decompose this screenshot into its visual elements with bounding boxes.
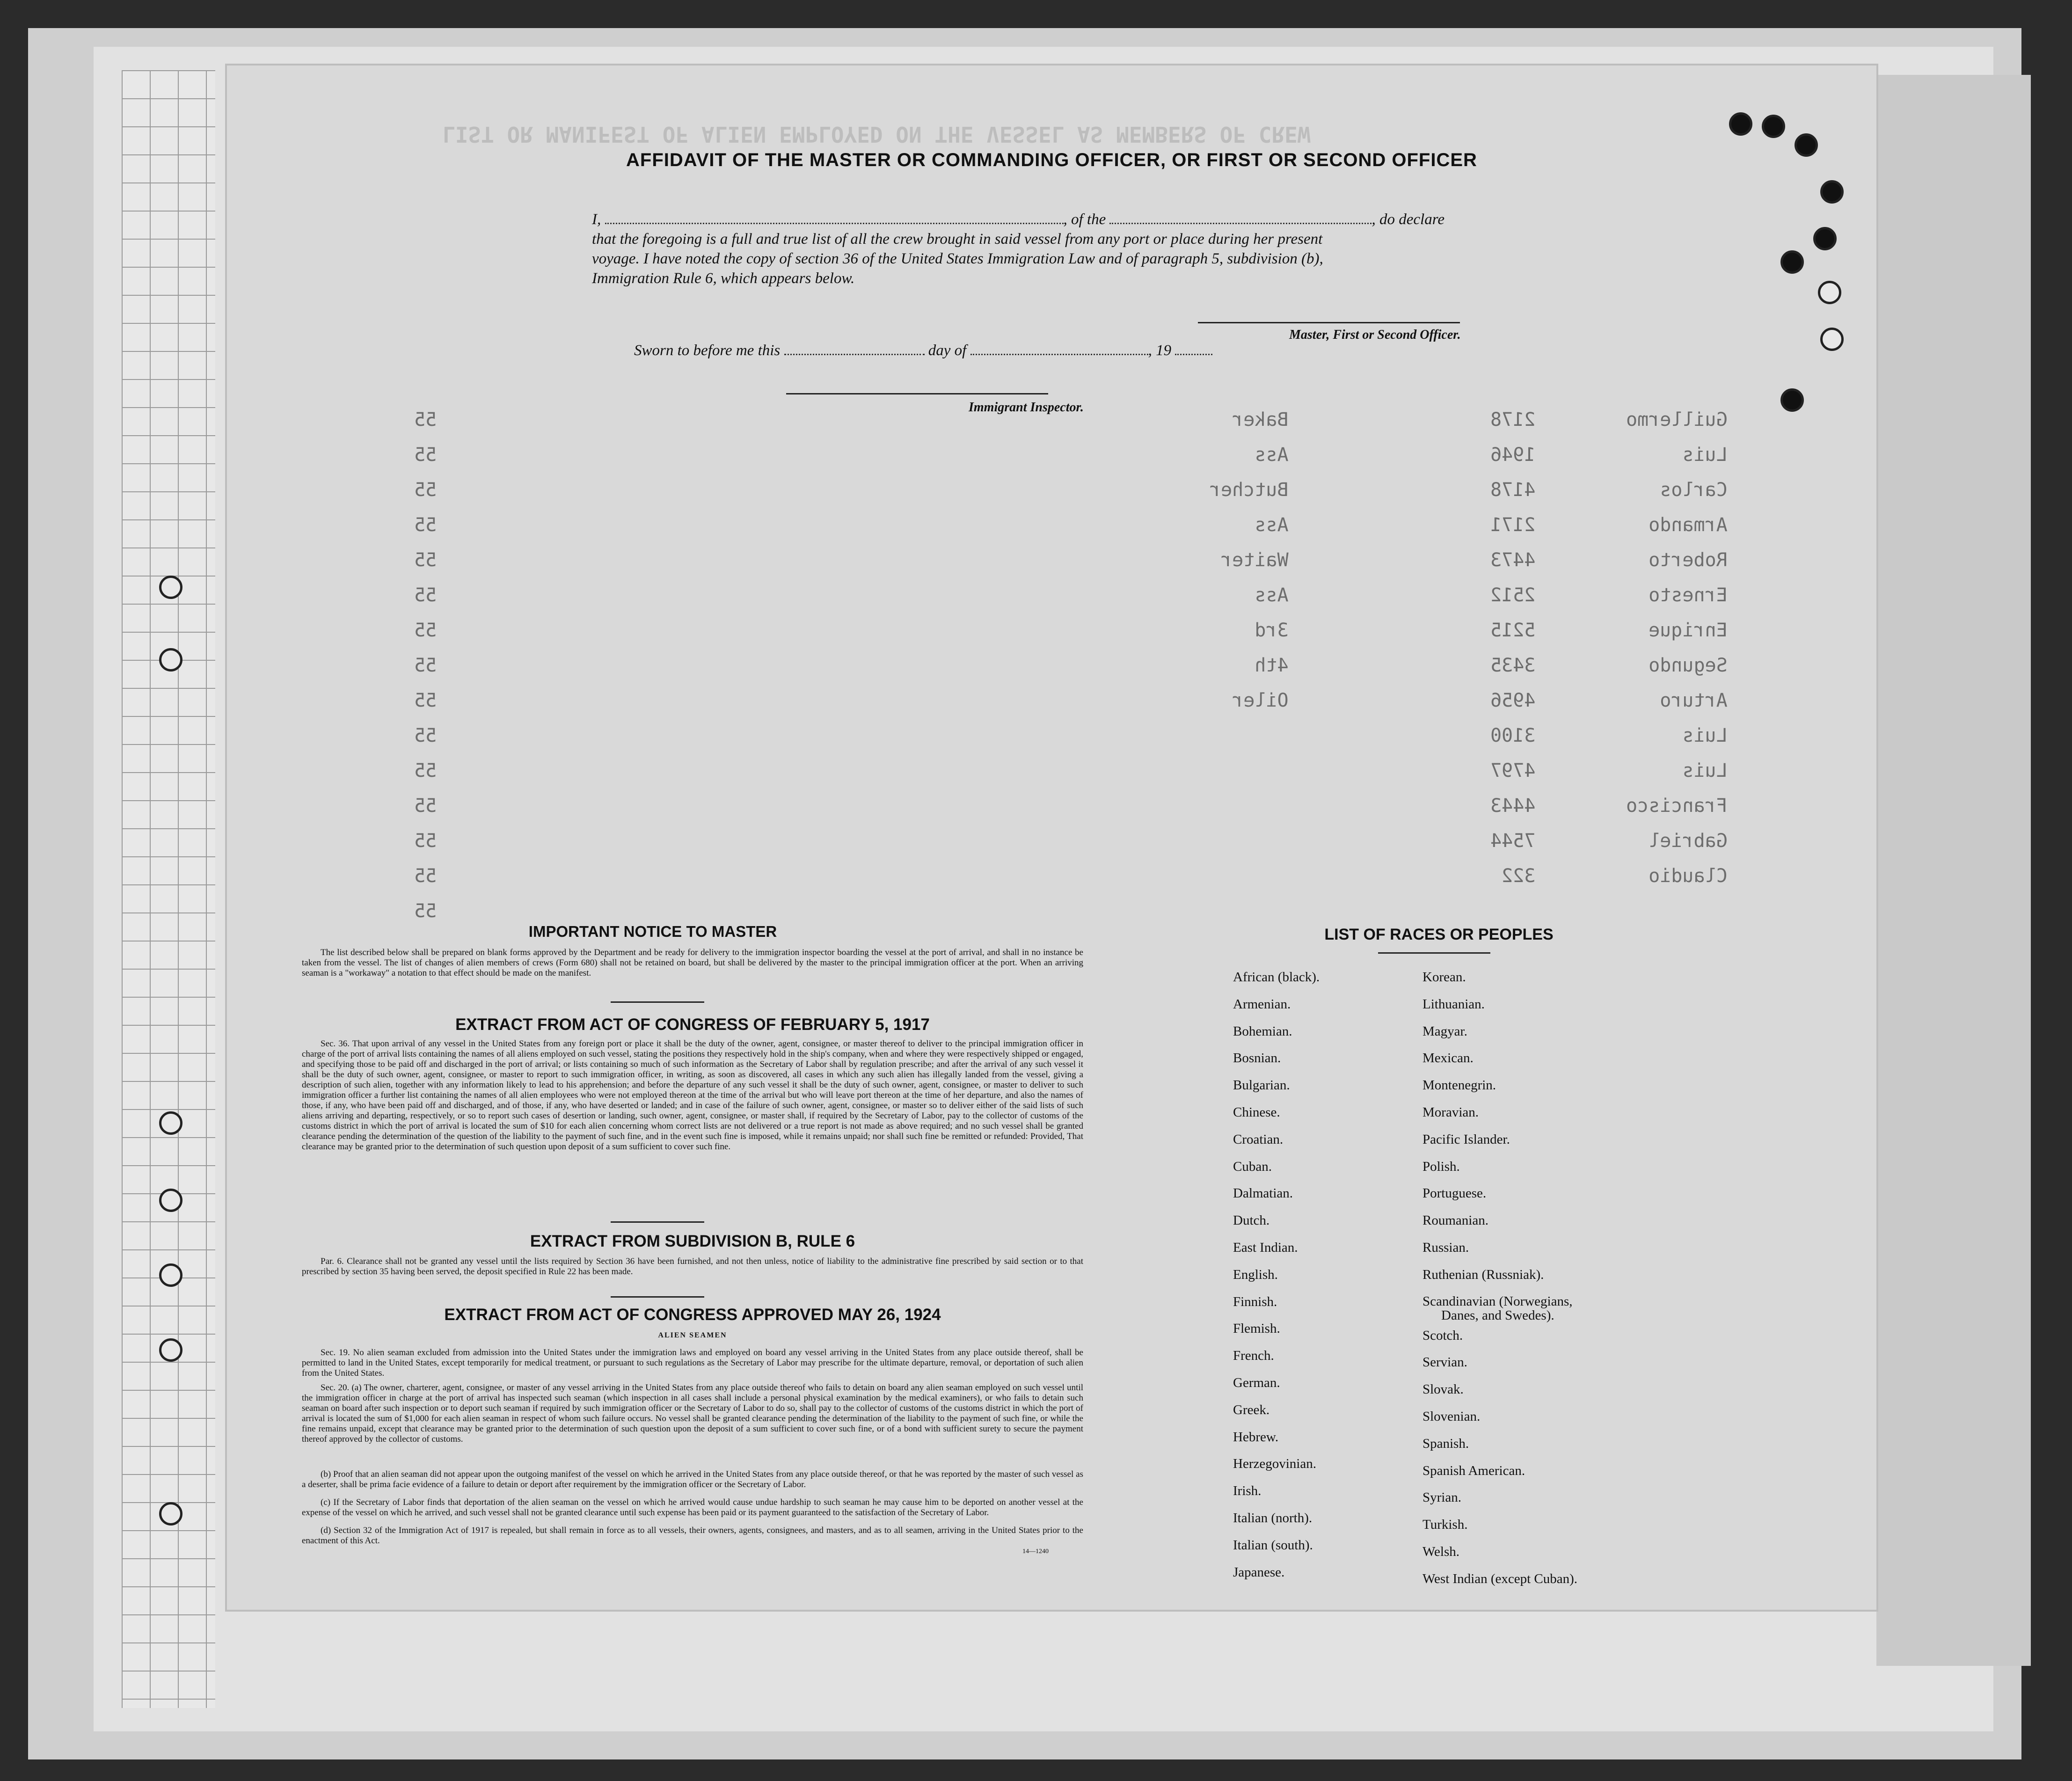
vessel-name-field[interactable] — [1109, 211, 1372, 224]
race-item: Italian (north). — [1233, 1510, 1313, 1526]
bleed-through-header: LIST OR MANIFEST OF ALIEN EMPLOYED ON THE VESSEL AS MEMBERS OF CREW — [442, 122, 1311, 147]
race-item: Welsh. — [1423, 1544, 1460, 1559]
manifest-page — [227, 66, 1876, 1610]
bleed-through-column: 2178 1946 4178 2171 4473 2512 5215 3435 4956 3100 4797 4443 7544 322 — [1490, 409, 1536, 887]
race-item: Bosnian. — [1233, 1051, 1281, 1066]
race-item: Danes, and Swedes). — [1441, 1307, 1554, 1323]
race-item: Syrian. — [1423, 1490, 1461, 1505]
race-item: Hebrew. — [1233, 1429, 1279, 1445]
sworn-year-field[interactable] — [1175, 342, 1212, 355]
race-item: Spanish American. — [1423, 1463, 1525, 1478]
affidavit-line-4: Immigration Rule 6, which appears below. — [592, 270, 855, 287]
race-item: Croatian. — [1233, 1131, 1284, 1147]
race-item: Spanish. — [1423, 1436, 1469, 1451]
bleed-through-column: 55 55 55 55 55 55 55 55 55 55 55 55 55 55 55 — [414, 409, 437, 922]
race-item: Polish. — [1423, 1159, 1460, 1174]
race-item: Slovenian. — [1423, 1409, 1481, 1424]
race-item: Bohemian. — [1233, 1023, 1292, 1039]
race-item: Lithuanian. — [1423, 996, 1485, 1012]
races-column-1 — [1233, 964, 1320, 1586]
race-item: Servian. — [1423, 1355, 1467, 1370]
race-item: Scotch. — [1423, 1328, 1463, 1343]
binding-hole-icon — [1780, 388, 1804, 412]
rule-6-title: EXTRACT FROM SUBDIVISION B, RULE 6 — [530, 1232, 855, 1250]
signature-line[interactable] — [1198, 322, 1460, 323]
binding-hole-icon — [1813, 227, 1837, 250]
act-1917-title: EXTRACT FROM ACT OF CONGRESS OF FEBRUARY 5, 1917 — [455, 1015, 930, 1034]
race-item: Dalmatian. — [1233, 1186, 1293, 1201]
race-item: Moravian. — [1423, 1104, 1479, 1120]
race-item: French. — [1233, 1348, 1274, 1364]
divider — [611, 1001, 704, 1003]
race-item: English. — [1233, 1267, 1278, 1282]
act-1924-sec20b: (b) Proof that an alien seaman did not appear upon the outgoing manifest of the vessel on which he arrived in the United States from any place outside thereof, or that he was reported by the master of such vessel as a deserter, shall be prima facie evidence of a failure to detain or deport after requirement by the immigration officer or the Secretary of Labor. — [302, 1469, 1083, 1489]
race-item: Italian (south). — [1233, 1537, 1313, 1553]
affidavit-i-label: I, — [592, 211, 601, 228]
race-item: Greek. — [1233, 1402, 1270, 1417]
race-item: Slovak. — [1423, 1382, 1464, 1397]
binding-hole-icon — [1820, 328, 1844, 351]
punch-hole-icon — [159, 1111, 182, 1135]
affidavit-line-3: voyage. I have noted the copy of section 36 of the United States Immigration Law and of paragraph 5, subdivision (b), — [592, 250, 1323, 267]
binding-hole-icon — [1762, 115, 1785, 138]
race-item: Korean. — [1423, 970, 1466, 985]
rule-6-body: Par. 6. Clearance shall not be granted any vessel until the lists required by Section 36 have been furnished, and not then unless, notice of liability to the administrative fine prescribed by said section or to that prescribed by section 35 having been served, the deposit specified in Rule 22 has been made. — [302, 1256, 1083, 1277]
sworn-month-field[interactable] — [970, 342, 1148, 355]
grid-paper-edge — [122, 70, 215, 1708]
act-1924-sec20c: (c) If the Secretary of Labor finds that deportation of the alien seaman on the vessel on which he arrived would cause undue hardship to such seaman he may cause him to be deported on another vessel at the expense of the vessel on which he arrived, and such vessel shall not be granted clearance until such expense has been paid or its payment guaranteed to the satisfaction of the Secretary of Labor. — [302, 1497, 1083, 1518]
race-item: Cuban. — [1233, 1159, 1272, 1174]
races-column-2 — [1423, 964, 1577, 1593]
race-item: Montenegrin. — [1423, 1078, 1496, 1093]
race-item: Herzegovinian. — [1233, 1456, 1316, 1472]
notice-title: IMPORTANT NOTICE TO MASTER — [528, 923, 777, 940]
race-item: Scandinavian (Norwegians, — [1423, 1293, 1573, 1309]
race-item: Finnish. — [1233, 1294, 1277, 1309]
race-item: Chinese. — [1233, 1104, 1280, 1120]
race-item: Russian. — [1423, 1240, 1469, 1255]
act-1924-sec19: Sec. 19. No alien seaman excluded from admission into the United States under the immigration laws and employed on board any vessel arriving in the United States from any place outside thereof, shall be permitted to land in the United States, except temporarily for medical treatment, or pursuant to such regulations as the Secretary of Labor may prescribe for the ultimate departure, removal, or deportation of such alien from the United States. — [302, 1348, 1083, 1378]
punch-hole-icon — [159, 576, 182, 599]
sworn-line — [634, 341, 1570, 360]
race-item: Dutch. — [1233, 1213, 1270, 1228]
race-item: West Indian (except Cuban). — [1423, 1571, 1578, 1586]
year-label: , 19 — [1148, 342, 1172, 359]
act-1924-title: EXTRACT FROM ACT OF CONGRESS APPROVED MAY 26, 1924 — [444, 1306, 941, 1324]
divider — [1378, 952, 1490, 954]
affidavit-line-1 — [592, 210, 1481, 229]
race-item: Roumanian. — [1423, 1213, 1488, 1228]
right-sheet-edge — [1876, 75, 2031, 1666]
binding-hole-icon — [1780, 250, 1804, 274]
punch-hole-icon — [159, 1502, 182, 1526]
race-item: German. — [1233, 1375, 1280, 1390]
race-item: Ruthenian (Russniak). — [1423, 1267, 1544, 1282]
inspector-signature-line[interactable] — [786, 393, 1048, 394]
bleed-through-column: Baker Ass Butcher Ass Waiter Ass 3rd 4th Oiler — [1210, 409, 1289, 711]
bleed-through-column: Guillermo Luis Carlos Armando Roberto Ernesto Enrique Segundo Arturo Luis Luis Francisco Gabriel Claudio — [1626, 409, 1728, 887]
sworn-day-field[interactable] — [784, 342, 925, 355]
race-item: Bulgarian. — [1233, 1078, 1290, 1093]
binding-hole-icon — [1818, 281, 1841, 304]
notice-body: The list described below shall be prepared on blank forms approved by the Department and be ready for delivery to the immigration inspector boarding the vessel at the port of arrival, and shall in no instance be taken from the vessel. The list of changes of alien members of crews (Form 680) shall not be retained on board, but shall be delivered by the master to the principal immigration officer at the port. When an arriving seaman is a "workaway" a notation to that effect should be made on the manifest. — [302, 948, 1083, 978]
affidavit-title: AFFIDAVIT OF THE MASTER OR COMMANDING OFFICER, OR FIRST OR SECOND OFFICER — [626, 150, 1477, 170]
punch-hole-icon — [159, 1338, 182, 1362]
day-of-label: day of — [928, 342, 967, 359]
binding-hole-icon — [1820, 180, 1844, 204]
divider — [611, 1221, 704, 1223]
affidavit-line-2: that the foregoing is a full and true list of all the crew brought in said vessel from any port or place during her present — [592, 231, 1323, 248]
race-item: Japanese. — [1233, 1564, 1285, 1580]
punch-hole-icon — [159, 1263, 182, 1287]
form-number: 14—1240 — [1022, 1548, 1049, 1555]
race-item: Turkish. — [1423, 1517, 1468, 1533]
affidavit-do-declare: , do declare — [1372, 211, 1445, 228]
act-1924-sec20a: Sec. 20. (a) The owner, charterer, agent, consignee, or master of any vessel arriving in the United States from any place outside thereof who fails to detain on board any alien seaman employed on such vessel until the immigration officer in charge at the port of arrival has inspected such seaman (which inspection in all cases shall include a personal physical examination by the medical examiners), or who fails to detain such seaman on board after such inspection or to deport such seaman if required by such immigration officer or the Secretary of Labor to do so, shall pay to the collector of customs of the customs district in which the port of arrival is located the sum of $1,000 for each alien seaman in respect of whom such failure occurs. No vessel shall be granted clearance pending the determination of the liability to the payment of such fine, or while the fine remains unpaid, except that clearance may be granted prior to the determination of such question upon the deposit of a sum sufficient to cover such fine, or of a bond with sufficient surety to secure the payment thereof approved by the collector of customs. — [302, 1383, 1083, 1444]
punch-hole-icon — [159, 648, 182, 672]
race-item: Pacific Islander. — [1423, 1131, 1510, 1147]
act-1924-sec20d: (d) Section 32 of the Immigration Act of 1917 is repealed, but shall remain in force as to all vessels, their owners, agents, consignees, and masters, and as to all seamen, arriving in the United States prior to the enactment of this Act. — [302, 1526, 1083, 1546]
punch-hole-icon — [159, 1189, 182, 1212]
inspector-label: Immigrant Inspector. — [969, 400, 1084, 415]
act-1924-subtitle: ALIEN SEAMEN — [658, 1331, 727, 1339]
sworn-label: Sworn to before me this — [634, 342, 781, 359]
race-item: Mexican. — [1423, 1051, 1474, 1066]
signature-label: Master, First or Second Officer. — [1289, 328, 1461, 342]
race-item: Magyar. — [1423, 1023, 1467, 1039]
officer-name-field[interactable] — [605, 211, 1064, 224]
races-title: LIST OF RACES OR PEOPLES — [1324, 926, 1554, 943]
act-1917-body: Sec. 36. That upon arrival of any vessel in the United States from any foreign port or place it shall be the duty of the owner, agent, consignee, or master thereof to deliver to the principal immigration officer in charge of the port of arrival lists containing the names of all aliens employed on such vessel, stating the positions they respectively hold in the ship's company, when and where they were respectively shipped or engaged, and specifying those to be paid off and discharged in the port of arrival; or lists containing so much of such information as the Secretary of Labor shall by regulation prescribe; and after the arrival of any such vessel it shall be the duty of such owner, agent, consignee, or master to report to such immigration officer, in writing, as soon as discovered, all cases in which any such alien has illegally landed from the vessel, giving a description of such alien, together with any information likely to lead to his apprehension; and before the departure of any such vessel it shall be the duty of such owner, agent, consignee, or master to deliver to such immigration officer a further list containing the names of all alien employees who were not employed thereon at the time of the arrival but who will leave port thereon at the time of her departure, and also the names of those, if any, who have been paid off and discharged, and of those, if any, who have deserted or landed; and in case of the failure of such owner, agent, consignee, or master so to deliver either of the said lists of such aliens arriving and departing, respectively, or so to report such cases of desertion or landing, such owner, agent, consignee, or master shall, if required by the Secretary of Labor, pay to the collector of customs of the customs district in which the port of arrival is located the sum of $10 for each alien concerning whom correct lists are not delivered or a true report is not made as above required; and no such vessel shall be granted clearance pending the determination of the question of the liability to the payment of such fine, and in the event such fine is imposed, while it remains unpaid; nor shall such fine be remitted or refunded: Provided, That clearance may be granted prior to the determination of such question upon deposit of a sum sufficient to cover such fine. — [302, 1039, 1083, 1152]
race-item: Irish. — [1233, 1483, 1262, 1499]
binding-hole-icon — [1729, 112, 1752, 136]
race-item: East Indian. — [1233, 1240, 1298, 1255]
race-item: Portuguese. — [1423, 1186, 1487, 1201]
race-item: Armenian. — [1233, 996, 1291, 1012]
affidavit-of-the: , of the — [1063, 211, 1106, 228]
divider — [611, 1296, 704, 1298]
race-item: Flemish. — [1233, 1321, 1280, 1336]
race-item: African (black). — [1233, 970, 1320, 985]
